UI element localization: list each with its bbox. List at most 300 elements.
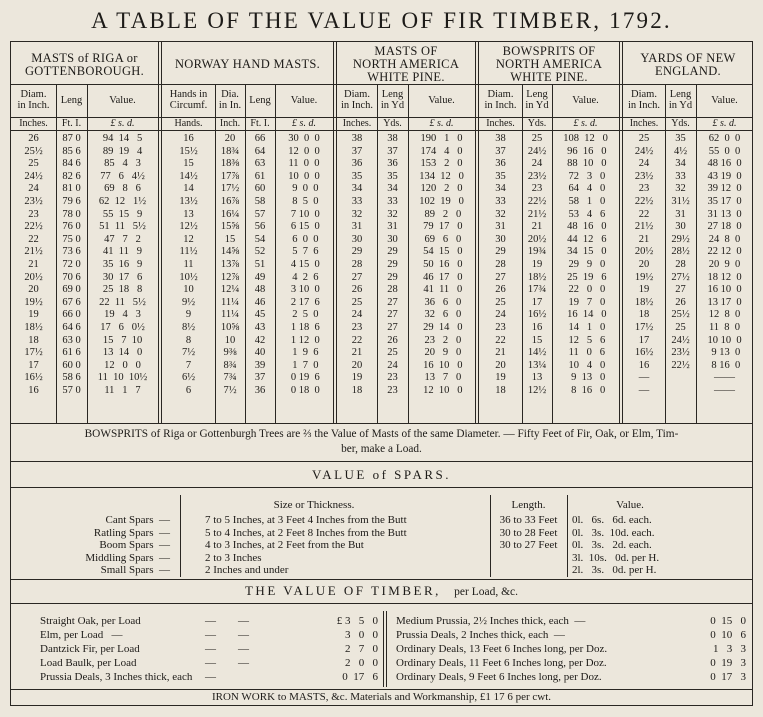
timber-right-value: 0 15 0 — [710, 615, 746, 627]
table-cell: 25 — [495, 296, 506, 308]
table-cell: 25 19 6 — [564, 271, 607, 283]
table-cell: 73 6 — [62, 246, 81, 258]
spar-name: Cant Spars — — [105, 514, 170, 526]
group-header-line: NORTH AMERICA — [495, 57, 603, 71]
timber-left-dash: — — — [205, 615, 249, 627]
table-cell: 25 — [675, 321, 686, 333]
col-head-diam: Diam. in Inch. — [340, 89, 374, 111]
timber-right-value: 1 3 3 — [713, 643, 746, 655]
table-cell: 31 — [387, 221, 398, 233]
timber-left-value: 0 17 6 — [342, 671, 378, 683]
table-cell: 62 0 0 — [708, 133, 741, 144]
spar-value: 0l. 3s. 2d. each. — [572, 539, 652, 551]
table-cell: 13 17 0 — [707, 296, 742, 308]
table-cell: 22 — [28, 233, 39, 245]
table-cell: 16½ — [24, 372, 43, 384]
group-header-line: MASTS OF — [374, 44, 438, 58]
table-cell: 9 0 0 — [289, 183, 319, 195]
table-cell: 38 — [495, 133, 506, 144]
table-cell: 12 8 0 — [708, 309, 741, 321]
table-cell: 37 — [254, 372, 266, 384]
table-cell: 34 — [387, 183, 398, 195]
table-cell: 19 — [28, 309, 39, 321]
table-cell: 23½ — [527, 170, 547, 182]
table-cell: 12 — [183, 233, 194, 245]
table-cell: 60 — [254, 183, 266, 195]
table-cell: 31½ — [671, 195, 690, 207]
unit-yds: Yds. — [527, 118, 547, 129]
table-cell: 20 — [28, 284, 39, 296]
table-cell: 9 — [185, 309, 192, 321]
unit-lsd: £ s. d. — [429, 118, 454, 129]
spar-size: 5 to 4 Inches, at 2 Feet 8 Inches from the Butt — [205, 526, 407, 539]
table-cell: 55 0 0 — [708, 145, 741, 157]
unit-yds: Yds. — [383, 118, 402, 129]
table-cell: 102 19 0 — [419, 195, 464, 207]
spar-name: Ratling Spars — — [93, 526, 170, 539]
spar-size: 4 to 3 Inches, at 2 Feet from the But — [205, 539, 364, 551]
table-cell: 48 16 0 — [707, 158, 742, 170]
table-cell: 37 — [495, 145, 506, 157]
table-cell: 66 0 — [62, 309, 81, 321]
col-head-leng: Leng — [249, 95, 271, 106]
table-cell: 96 16 0 — [564, 145, 607, 157]
table-cell: 17½ — [634, 321, 654, 333]
table-cell: 28 — [351, 258, 363, 270]
table-cell: 15½ — [179, 145, 198, 157]
table-cell: 26 — [675, 296, 686, 308]
table-cell: 19 4 3 — [104, 309, 141, 321]
group-header-yards — [623, 52, 753, 78]
col-head-leng: Leng in Yd — [380, 89, 405, 111]
table-cell: 19½ — [634, 271, 654, 283]
table-cell: 17 6 0½ — [100, 321, 145, 333]
timber-left-dash: — — [205, 671, 216, 683]
table-cell: 35 — [675, 133, 686, 144]
table-cell: 19 7 0 — [565, 296, 606, 308]
table-cell: 88 10 0 — [564, 158, 607, 170]
timber-left-dash: — — — [205, 657, 249, 669]
table-cell: 13⅞ — [220, 258, 240, 270]
table-cell: 10 — [224, 334, 236, 346]
timber-right-value: 0 17 3 — [710, 671, 746, 683]
group-header-line: WHITE PINE. — [367, 70, 445, 84]
table-cell: 70 6 — [62, 271, 81, 283]
table-cell: 12¼ — [220, 284, 240, 296]
table-cell: 45 — [254, 309, 266, 321]
table-cell: 25 18 8 — [102, 284, 143, 296]
table-cell: 19 — [638, 284, 650, 296]
table-cell: 58 — [254, 195, 266, 207]
table-cell: 13 14 0 — [102, 347, 143, 359]
col-head-hands: Hands in Circumf. — [169, 89, 208, 111]
group-header-line: WHITE PINE. — [510, 70, 588, 84]
table-cell: 41 11 0 — [420, 284, 463, 296]
table-cell: 64 6 — [62, 321, 81, 333]
table-cell: 19½ — [24, 296, 43, 308]
table-cell: 12½ — [179, 221, 198, 233]
table-cell: 11 — [183, 258, 194, 270]
table-cell: 38 — [351, 133, 363, 144]
yards-diam-column — [623, 133, 665, 397]
table-cell: 8 16 0 — [708, 359, 741, 371]
table-cell: 79 6 — [62, 195, 81, 207]
table-cell: 10 10 0 — [707, 334, 742, 346]
table-cell: 25 — [531, 133, 543, 144]
table-cell: 12 5 6 — [565, 334, 606, 346]
table-cell: 46 — [254, 296, 266, 308]
unit-inches: Inches. — [19, 118, 48, 129]
table-cell: 56 — [254, 221, 266, 233]
spars-size-head: Size or Thickness. — [273, 499, 355, 511]
table-cell: 4 2 6 — [289, 271, 319, 283]
norway-hands-column — [162, 133, 215, 397]
table-cell: 1 7 0 — [289, 359, 319, 371]
unit-inch: Inch. — [219, 118, 241, 129]
table-cell: 41 11 9 — [103, 246, 142, 258]
table-cell: 0 18 0 — [288, 384, 320, 396]
table-cell: 18 — [351, 384, 363, 396]
table-cell: 35 — [351, 170, 363, 182]
spar-name: Small Spars — — [100, 564, 170, 576]
table-cell: 20 — [638, 258, 650, 270]
group-header-line: BOWSPRITS OF — [502, 44, 596, 58]
table-cell: 20½ — [24, 271, 43, 283]
table-cell: 32 — [495, 208, 506, 220]
table-cell: 75 0 — [62, 233, 81, 245]
table-cell: 13 — [531, 372, 543, 384]
table-cell: 25 — [28, 158, 39, 170]
table-cell: 27 — [351, 271, 363, 283]
unit-inches: Inches. — [486, 118, 515, 129]
spars-length-head: Length. — [511, 499, 546, 511]
table-cell: 24 — [495, 309, 506, 321]
table-cell: 134 12 0 — [419, 170, 464, 182]
table-cell: 67 6 — [62, 296, 81, 308]
timber-right-name: Medium Prussia, 2½ Inches thick, each — — [396, 615, 586, 627]
table-cell: 2 5 0 — [289, 309, 319, 321]
table-cell: 13 7 0 — [421, 372, 462, 384]
norway-value-column — [275, 133, 333, 397]
table-cell: 21½ — [527, 208, 547, 220]
table-cell: 7½ — [181, 347, 196, 359]
unit-inches: Inches. — [629, 118, 659, 129]
table-cell: 51 11 5½ — [99, 221, 146, 233]
col-head-diam: Diam. in Inch. — [17, 89, 50, 111]
table-cell: 29 — [387, 258, 398, 270]
riga-diam-column — [11, 133, 56, 397]
table-cell: 94 14 5 — [102, 133, 143, 144]
riga-leng-column — [56, 133, 87, 397]
table-cell: 14½ — [179, 170, 198, 182]
table-cell: 87 0 — [62, 133, 81, 144]
table-cell: 35 17 0 — [707, 195, 742, 207]
timber-heading-suffix: per Load, &c. — [454, 586, 519, 598]
table-cell: 17 — [638, 334, 650, 346]
table-cell: 18½ — [24, 321, 43, 333]
table-cell: 20½ — [634, 246, 654, 258]
bowsprits-value-column — [552, 133, 619, 397]
table-cell: 38 — [387, 133, 398, 144]
table-cell: 29 9 0 — [565, 258, 606, 270]
unit-lsd: £ s. d. — [110, 118, 135, 129]
table-cell: 27 — [675, 284, 686, 296]
table-cell: 29½ — [671, 233, 690, 245]
table-cell: 15 7 10 — [102, 334, 143, 346]
table-cell: 44 12 6 — [564, 233, 607, 245]
spar-size: 2 Inches and under — [205, 564, 289, 576]
spar-length: 36 to 33 Feet — [499, 514, 558, 526]
table-cell: 6 — [185, 384, 192, 396]
table-cell: — — [638, 372, 650, 384]
table-cell: 11¼ — [221, 296, 239, 308]
table-cell: 34 — [351, 183, 363, 195]
table-cell: 18⅜ — [220, 158, 240, 170]
table-cell: 23½ — [671, 347, 690, 359]
table-cell: 47 7 2 — [104, 233, 141, 245]
table-cell: 24½ — [527, 145, 547, 157]
table-cell: 9 13 0 — [565, 372, 606, 384]
table-cell: 21 — [351, 347, 363, 359]
table-cell: 21 — [531, 221, 543, 233]
table-cell: 7 — [185, 359, 192, 371]
table-cell: 16 — [28, 384, 39, 396]
table-cell: 8¾ — [223, 359, 237, 371]
table-cell: 18½ — [634, 296, 654, 308]
group-separator — [475, 41, 476, 423]
table-cell: 32 6 0 — [421, 309, 462, 321]
table-cell: 26 — [28, 133, 39, 144]
table-cell: 35 — [387, 170, 398, 182]
table-cell: 42 — [254, 334, 266, 346]
col-head-value: Value. — [290, 95, 318, 106]
unit-hands: Hands. — [174, 118, 203, 129]
table-cell: 24 — [531, 158, 543, 170]
note-bottom-rule — [10, 461, 753, 462]
table-cell: 19 — [351, 372, 363, 384]
table-cell: 89 19 4 — [102, 145, 143, 157]
table-cell: 36 — [351, 158, 363, 170]
table-cell: 36 6 0 — [421, 296, 462, 308]
table-cell: 29 — [387, 271, 398, 283]
table-cell: 12 0 0 — [288, 145, 320, 157]
table-cell: 11¼ — [221, 309, 239, 321]
table-cell: 4½ — [673, 145, 688, 157]
table-cell: 53 4 6 — [565, 208, 606, 220]
table-cell: 22½ — [24, 221, 43, 233]
table-cell: 20 — [351, 359, 363, 371]
col-head-value: Value. — [428, 95, 455, 106]
group-separator — [158, 41, 159, 423]
table-cell: 63 — [254, 158, 266, 170]
table-cell: 89 2 0 — [421, 208, 462, 220]
group-header-masts-na — [337, 45, 475, 84]
table-cell: 25½ — [24, 145, 43, 157]
table-cell: 46 17 0 — [420, 271, 463, 283]
masts-na-value-column — [408, 133, 475, 397]
table-cell: 57 — [254, 208, 266, 220]
unit-lsd: £ s. d. — [712, 118, 737, 129]
table-cell: 4 15 0 — [288, 258, 320, 270]
col-head-leng: Leng — [60, 95, 83, 106]
table-cell: 36 — [387, 158, 398, 170]
riga-value-column — [87, 133, 158, 397]
norway-leng-column — [245, 133, 275, 397]
table-cell: 22½ — [671, 359, 690, 371]
table-cell: 24½ — [24, 170, 43, 182]
table-cell: 27 — [387, 321, 398, 333]
table-cell: 9⅜ — [223, 347, 237, 359]
group-header-riga — [11, 52, 158, 78]
table-cell: 14 1 0 — [565, 321, 606, 333]
table-cell: 16¼ — [220, 208, 240, 220]
table-cell: 69 0 — [62, 284, 81, 296]
table-cell: 26 — [351, 284, 363, 296]
table-cell: 31 13 0 — [707, 208, 742, 220]
table-cell: 18¾ — [220, 145, 240, 157]
table-cell: 8 5 0 — [289, 195, 319, 207]
table-cell: 11½ — [179, 246, 198, 258]
spars-divider — [567, 495, 568, 577]
table-cell: —— — [714, 372, 735, 384]
table-cell: 48 — [254, 284, 266, 296]
table-cell: 22½ — [634, 195, 654, 207]
table-cell: 62 12 1½ — [98, 195, 147, 207]
table-cell: 11 10 10½ — [97, 372, 148, 384]
table-cell: 1 9 6 — [289, 347, 319, 359]
col-head-diam: Diam. in Inch. — [484, 89, 517, 111]
table-cell: 30 — [351, 233, 363, 245]
table-cell: 60 0 — [62, 359, 81, 371]
table-cell: 58 1 0 — [565, 195, 606, 207]
table-cell: 13¼ — [527, 359, 547, 371]
table-cell: 39 — [254, 359, 266, 371]
table-cell: 32 — [351, 208, 363, 220]
spar-value: 3l. 10s. 0d. per H. — [572, 551, 660, 564]
table-cell: 11 0 6 — [566, 347, 605, 359]
table-cell: 6 0 0 — [289, 233, 319, 245]
table-cell: 26 — [387, 334, 398, 346]
table-cell: 12½ — [527, 384, 547, 396]
table-cell: 27½ — [671, 271, 690, 283]
timber-right-name: Ordinary Deals, 11 Feet 6 Inches long, per Doz. — [396, 657, 607, 669]
table-cell: 78 0 — [62, 208, 81, 220]
table-cell: 22 — [638, 208, 650, 220]
table-cell: 28 — [387, 284, 398, 296]
table-cell: 10 0 0 — [288, 170, 320, 182]
table-cell: 23 — [387, 384, 398, 396]
timber-right-name: Ordinary Deals, 9 Feet 6 Inches long, per Doz. — [396, 671, 602, 683]
table-cell: 72 3 0 — [565, 170, 606, 182]
table-cell: 19 — [531, 258, 543, 270]
table-cell: 40 — [254, 347, 266, 359]
table-cell: 33 — [351, 195, 363, 207]
table-cell: 49 — [254, 271, 266, 283]
table-cell: 23 — [387, 372, 398, 384]
unit-ft-i: Ft. I. — [61, 118, 82, 129]
spar-name: Boom Spars — — [99, 539, 170, 551]
table-cell: 34 15 0 — [564, 246, 607, 258]
table-cell: 24 — [638, 158, 650, 170]
table-cell: 21½ — [24, 246, 43, 258]
group-header-line: YARDS OF NEW — [640, 51, 736, 65]
table-cell: 22 11 5½ — [99, 296, 146, 308]
spars-heading-rule — [10, 487, 753, 488]
table-cell: 20 — [495, 359, 506, 371]
unit-lsd: £ s. d. — [573, 118, 598, 129]
table-cell: 22 12 0 — [707, 246, 742, 258]
table-cell: 190 1 0 — [420, 133, 463, 144]
table-cell: 77 6 4½ — [100, 170, 145, 182]
group-header-bowsprits — [479, 45, 619, 84]
table-cell: 23 — [351, 321, 363, 333]
table-cell: 17 — [28, 359, 39, 371]
table-cell: 35 16 9 — [102, 258, 143, 270]
table-cell: 22 — [495, 334, 506, 346]
table-cell: 34 — [495, 183, 506, 195]
table-cell: 16 10 0 — [707, 284, 742, 296]
table-cell: 10⅝ — [220, 321, 240, 333]
table-cell: 13 — [183, 208, 194, 220]
table-cell: 15 — [224, 233, 236, 245]
table-cell: 82 6 — [62, 170, 81, 182]
table-cell: 66 — [254, 133, 266, 144]
spar-length: 30 to 27 Feet — [499, 539, 558, 551]
table-cell: 33 — [387, 195, 398, 207]
table-cell: 30 0 0 — [288, 133, 320, 144]
table-cell: —— — [714, 384, 735, 396]
table-cell: 11 8 0 — [708, 321, 741, 333]
timber-left-value: 3 0 0 — [345, 629, 378, 641]
timber-left-name: Load Baulk, per Load — [40, 657, 137, 669]
timber-left-name: Elm, per Load — — [40, 629, 123, 641]
table-cell: 55 15 9 — [102, 208, 143, 220]
timber-right-value: 0 19 3 — [710, 657, 746, 669]
table-cell: 36 — [495, 158, 506, 170]
spar-size: 2 to 3 Inches — [205, 551, 262, 564]
table-cell: 1 12 0 — [288, 334, 320, 346]
table-cell: 29 — [387, 246, 398, 258]
timber-divider — [383, 611, 384, 687]
table-cell: 64 4 0 — [565, 183, 606, 195]
table-cell: 54 15 0 — [420, 246, 463, 258]
table-cell: 36 — [254, 384, 266, 396]
table-cell: 22 — [351, 334, 363, 346]
table-cell: 24 — [351, 309, 363, 321]
table-cell: 61 — [254, 170, 266, 182]
table-cell: 18½ — [527, 271, 547, 283]
table-cell: 29 14 0 — [420, 321, 463, 333]
col-head-leng: Leng in Yd — [668, 89, 693, 111]
table-cell: 48 16 0 — [564, 221, 607, 233]
table-cell: 35 — [495, 170, 506, 182]
table-cell: 24 — [28, 183, 39, 195]
group-header-line: NORWAY HAND MASTS. — [174, 57, 321, 71]
table-cell: 13½ — [179, 195, 198, 207]
masts-na-leng-column — [377, 133, 408, 397]
col-head-leng: Leng in Yd — [525, 89, 549, 111]
timber-left-dash: — — — [205, 629, 249, 641]
table-cell: 64 — [254, 145, 266, 157]
yards-leng-column — [665, 133, 696, 372]
table-cell: 6 15 0 — [288, 221, 320, 233]
table-cell: 5 7 6 — [289, 246, 319, 258]
group-header-norway — [162, 58, 333, 71]
table-cell: 27 — [495, 271, 506, 283]
table-cell: 29 — [495, 246, 506, 258]
table-cell: 17 — [531, 296, 543, 308]
group-header-rule — [10, 84, 753, 85]
